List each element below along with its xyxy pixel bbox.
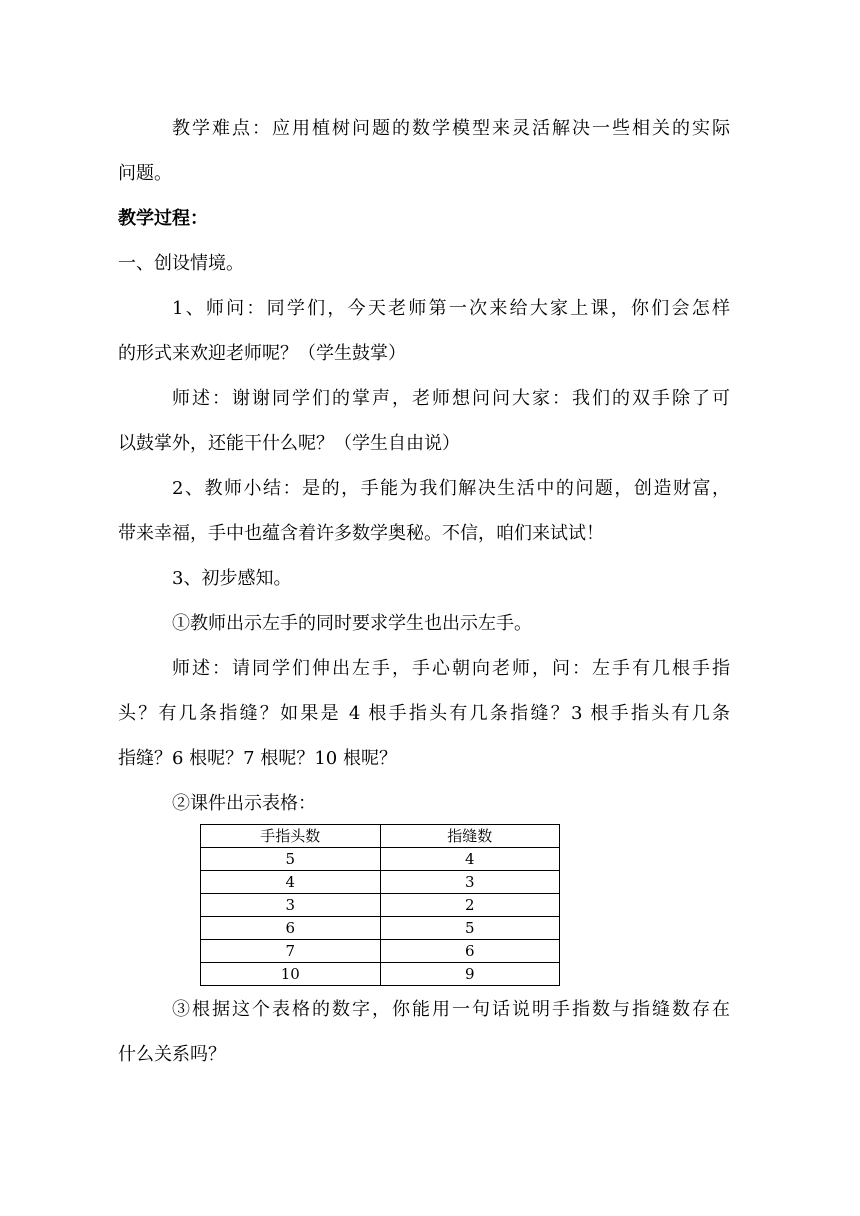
process-heading: 教学过程： [118, 208, 208, 229]
table-row [201, 963, 560, 986]
header-gap-count: 指缝数 [380, 825, 560, 848]
table-row [201, 871, 560, 894]
paragraph-2-line1: 师述：谢谢同学们的掌声，老师想问问大家：我们的双手除了可 [172, 388, 730, 409]
finger-gap-table [200, 824, 560, 986]
gap-count-cell: 9 [380, 963, 560, 986]
gap-count-cell: 4 [380, 848, 560, 871]
finger-count-cell: 7 [201, 940, 381, 963]
paragraph-5: ①教师出示左手的同时要求学生也出示左手。 [172, 613, 532, 634]
paragraph-1-line2: 的形式来欢迎老师呢？（学生鼓掌） [118, 343, 406, 364]
paragraph-2-line2: 以鼓掌外，还能干什么呢？（学生自由说） [118, 433, 460, 454]
teaching-difficulty-line2: 问题。 [118, 163, 172, 184]
table-row [201, 894, 560, 917]
paragraph-6-line1: 师述：请同学们伸出左手，手心朝向老师，问：左手有几根手指 [172, 658, 730, 679]
gap-count-cell: 2 [380, 894, 560, 917]
finger-count-cell: 3 [201, 894, 381, 917]
table-row [201, 848, 560, 871]
finger-count-cell: 5 [201, 848, 381, 871]
gap-count-cell: 6 [380, 940, 560, 963]
table-header-row [201, 825, 560, 848]
paragraph-6-line3: 指缝？6 根呢？7 根呢？10 根呢？ [118, 748, 397, 769]
table-row [201, 917, 560, 940]
section1-heading: 一、创设情境。 [118, 253, 244, 274]
paragraph-3-line2: 带来幸福，手中也蕴含着许多数学奥秘。不信，咱们来试试！ [118, 523, 604, 544]
finger-count-cell: 6 [201, 917, 381, 940]
gap-count-cell: 5 [380, 917, 560, 940]
teaching-difficulty-line1: 教学难点：应用植树问题的数学模型来灵活解决一些相关的实际 [172, 118, 730, 139]
finger-count-cell: 4 [201, 871, 381, 894]
paragraph-3-line1: 2、教师小结：是的，手能为我们解决生活中的问题，创造财富， [172, 478, 730, 499]
paragraph-8-line2: 什么关系吗？ [118, 1044, 226, 1065]
paragraph-6-line2: 头？有几条指缝？如果是 4 根手指头有几条指缝？3 根手指头有几条 [118, 703, 730, 724]
paragraph-8-line1: ③根据这个表格的数字，你能用一句话说明手指数与指缝数存在 [172, 999, 730, 1020]
gap-count-cell: 3 [380, 871, 560, 894]
paragraph-4: 3、初步感知。 [172, 568, 292, 589]
finger-count-cell: 10 [201, 963, 381, 986]
paragraph-7: ②课件出示表格： [172, 793, 316, 814]
table-row [201, 940, 560, 963]
header-finger-count: 手指头数 [201, 825, 381, 848]
paragraph-1-line1: 1、师问：同学们，今天老师第一次来给大家上课，你们会怎样 [172, 298, 730, 319]
